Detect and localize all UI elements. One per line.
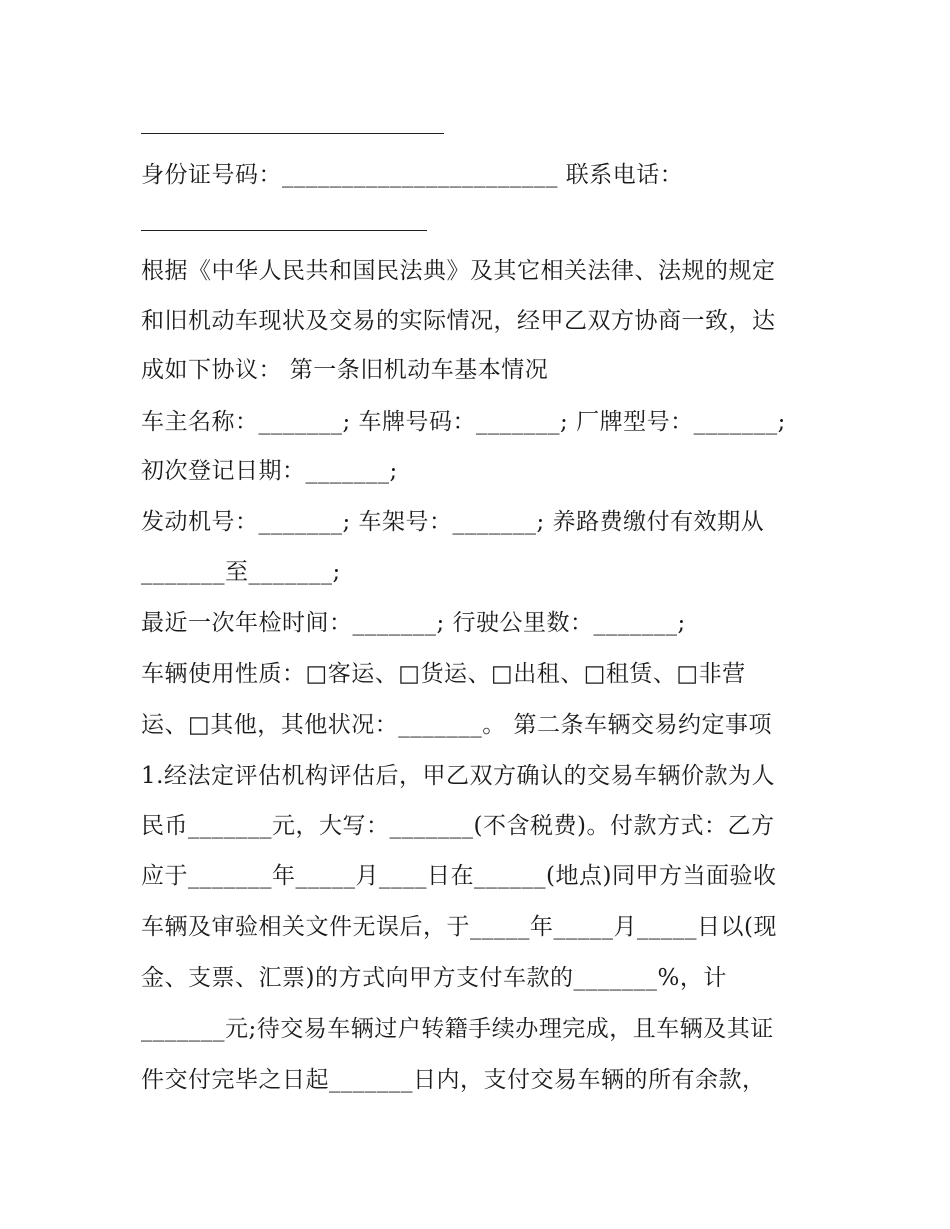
paragraph-line: 民币_______元，大写：_______(不含税费)。付款方式：乙方 [141, 813, 775, 839]
paragraph-line: 发动机号：_______; 车架号：_______; 养路费缴付有效期从 [141, 509, 765, 535]
paragraph-line: _______至_______; [141, 559, 341, 585]
paragraph-line: 成如下协议： 第一条旧机动车基本情况 [141, 357, 549, 383]
paragraph-line: 运、□其他，其他状况：_______。 第二条车辆交易约定事项 [141, 712, 773, 738]
paragraph-line: 最近一次年检时间：_______; 行驶公里数：_______; [141, 610, 686, 636]
paragraph-line: 根据《中华人民共和国民法典》及其它相关法律、法规的规定 [141, 258, 776, 284]
paragraph-line: _______元;待交易车辆过户转籍手续办理完成，且车辆及其证 [141, 1016, 774, 1042]
paragraph-line: 车辆使用性质：□客运、□货运、□出租、□租赁、□非营 [141, 661, 746, 687]
paragraph-line: 金、支票、汇票)的方式向甲方支付车款的_______%，计 [141, 965, 727, 991]
paragraph-line: 1.经法定评估机构评估后，甲乙双方确认的交易车辆价款为人 [141, 763, 775, 789]
paragraph-line: 车辆及审验相关文件无误后，于_____年_____月_____日以(现 [141, 914, 777, 940]
paragraph-line: 件交付完毕之日起_______日内，支付交易车辆的所有余款， [141, 1067, 766, 1093]
paragraph-line: 车主名称：_______; 车牌号码：_______; 厂牌型号：_______; [141, 409, 786, 435]
top-blank-line [141, 133, 444, 134]
paragraph-line: 应于_______年_____月____日在______(地点)同甲方当面验收 [141, 863, 777, 889]
phone-blank-line [141, 230, 427, 231]
id-phone-line: 身份证号码：_______________________ 联系电话： [141, 162, 684, 188]
paragraph-line: 和旧机动车现状及交易的实际情况，经甲乙双方协商一致，达 [141, 308, 776, 334]
paragraph-line: 初次登记日期：_______; [141, 458, 398, 484]
